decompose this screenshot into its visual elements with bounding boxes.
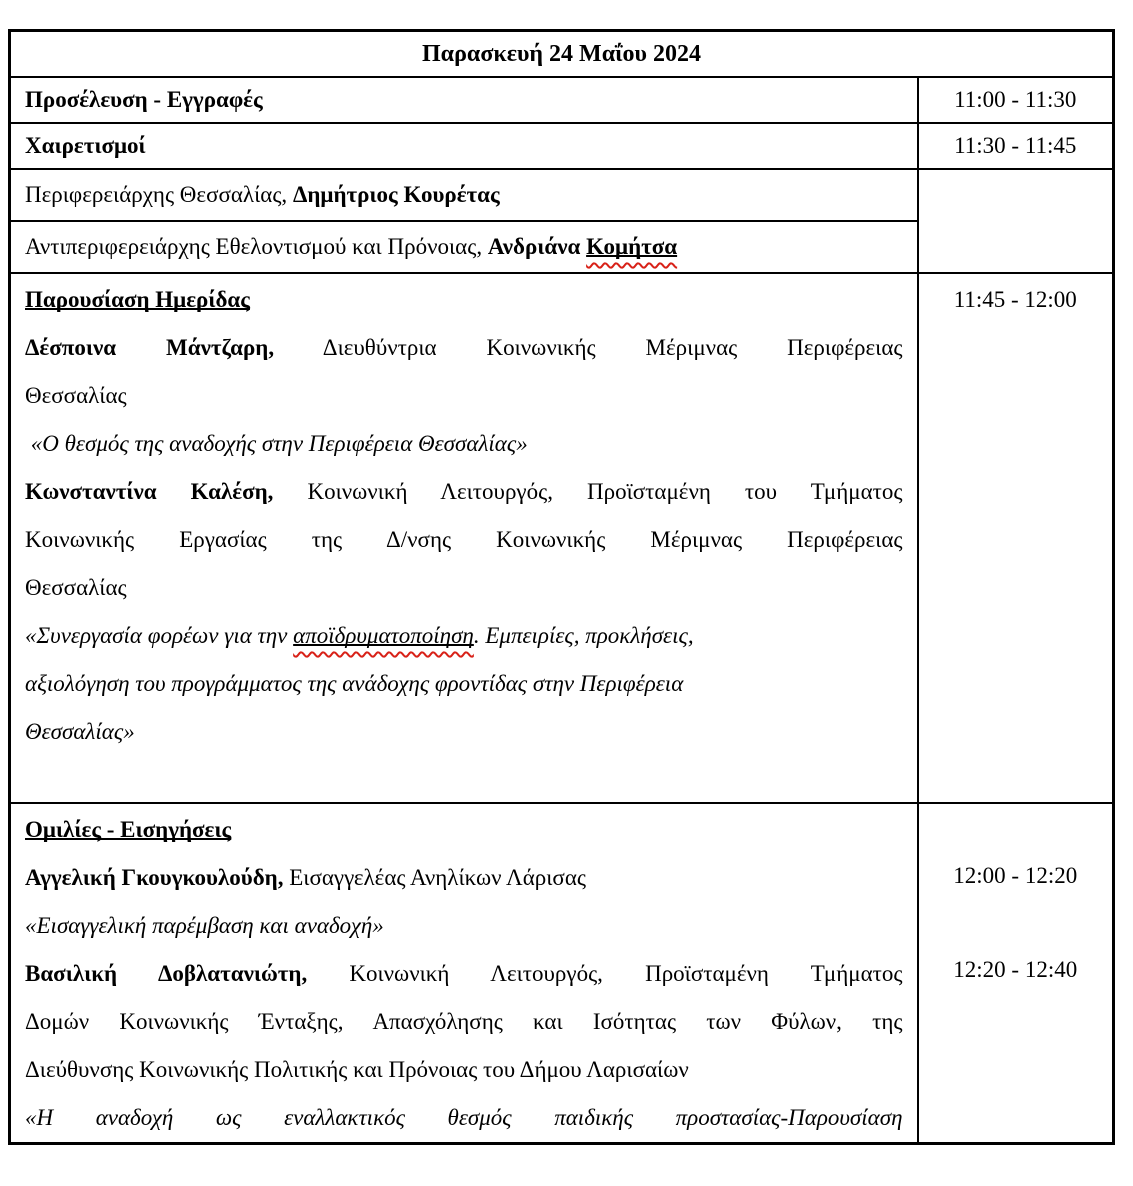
event-cell	[10, 77, 918, 123]
text-segment: Χαιρετισμοί	[25, 133, 146, 158]
text-segment: Δομών Κοινωνικής Ένταξης, Απασχόλησης και Ισότητας των Φύλων, της	[25, 1009, 903, 1034]
date-header-cell	[10, 31, 1114, 78]
text-segment: Διευθύντρια Κοινωνικής Μέριμνας Περιφέρειας	[274, 335, 903, 360]
misspelled-word: Κομήτσα	[586, 234, 678, 259]
text-segment: 12:20 - 12:40	[953, 957, 1078, 982]
text-segment	[293, 623, 474, 648]
text-segment: 12:00 - 12:20	[953, 863, 1078, 888]
text-segment: 11:00 - 11:30	[954, 87, 1077, 112]
text-segment: αξιολόγηση του προγράμματος της ανάδοχης φροντίδας στην Περιφέρεια	[25, 671, 684, 696]
text-line	[25, 83, 903, 117]
text-line	[25, 998, 903, 1046]
text-line	[25, 372, 903, 420]
event-cell	[10, 803, 918, 1144]
text-line	[25, 516, 903, 564]
text-line	[25, 1094, 903, 1142]
text-segment: Δημήτριος Κουρέτας	[292, 182, 500, 207]
time-value	[933, 276, 1099, 324]
text-line	[933, 806, 1099, 852]
date-header-row	[10, 31, 1114, 78]
text-segment: . Εμπειρίες, προκλήσεις,	[473, 623, 694, 648]
text-segment: Περιφερειάρχης Θεσσαλίας,	[25, 182, 293, 207]
text-segment: Κοινωνική Λειτουργός, Προϊσταμένη Τμήματος	[307, 961, 903, 986]
text-line	[25, 854, 903, 902]
time-value	[933, 83, 1099, 117]
time-cell-empty	[918, 169, 1114, 273]
time-value	[933, 129, 1099, 163]
text-line	[25, 564, 903, 612]
presentation-row	[10, 273, 1114, 803]
text-segment: Παρασκευή 24 Μαΐου 2024	[422, 41, 701, 67]
text-line	[25, 708, 903, 756]
text-line	[25, 660, 903, 708]
misspelled-word: αποϊδρυματοποίηση	[293, 623, 474, 648]
event-cell	[10, 273, 918, 803]
text-segment: Αντιπεριφερειάρχης Εθελοντισμού και Πρόνοιας,	[25, 234, 488, 259]
time-cell	[918, 123, 1114, 169]
text-segment: Διεύθυνσης Κοινωνικής Πολιτικής και Πρόνοιας του Δήμου Λαρισαίων	[25, 1057, 689, 1082]
time-cell	[918, 803, 1114, 1144]
text-segment: Εισαγγελέας Ανηλίκων Λάρισας	[283, 865, 586, 890]
schedule-body	[10, 31, 1114, 1144]
text-segment: Αγγελική Γκουγκουλούδη,	[25, 865, 284, 890]
time-value	[933, 852, 1099, 900]
greetings-row	[10, 123, 1114, 169]
section-heading	[25, 276, 903, 324]
text-line	[25, 612, 903, 660]
text-line	[25, 324, 903, 372]
event-cell	[10, 221, 918, 273]
text-segment: Ομιλίες - Εισηγήσεις	[25, 817, 232, 842]
text-line	[25, 129, 903, 163]
time-cell	[918, 273, 1114, 803]
text-segment	[586, 234, 677, 259]
text-line	[25, 230, 903, 264]
text-segment: «Ο θεσμός της αναδοχής στην Περιφέρεια Θεσσαλίας»	[25, 431, 528, 456]
event-cell	[10, 169, 918, 221]
text-line	[933, 900, 1099, 946]
governor-row	[10, 169, 1114, 221]
text-segment: «Συνεργασία φορέων για την	[25, 623, 294, 648]
text-line	[25, 468, 903, 516]
text-segment: Κωνσταντίνα Καλέση,	[25, 479, 274, 504]
text-segment: 11:30 - 11:45	[954, 133, 1077, 158]
schedule-table	[8, 29, 1115, 1145]
text-segment: Προσέλευση - Εγγραφές	[25, 87, 263, 112]
text-segment: Παρουσίαση Ημερίδας	[25, 287, 250, 312]
text-line	[25, 1046, 903, 1094]
text-segment: Θεσσαλίας	[25, 383, 127, 408]
text-segment: Θεσσαλίας	[25, 575, 127, 600]
date-title	[25, 37, 1098, 71]
event-cell	[10, 123, 918, 169]
text-segment: Κοινωνική Λειτουργός, Προϊσταμένη του Τμήματος	[273, 479, 903, 504]
text-segment: Κοινωνικής Εργασίας της Δ/νσης Κοινωνικής Μέριμνας Περιφέρειας	[25, 527, 903, 552]
section-heading	[25, 806, 903, 854]
text-segment: «Η αναδοχή ως εναλλακτικός θεσμός παιδικής προστασίας-Παρουσίαση	[25, 1105, 903, 1130]
text-segment: Δέσποινα Μάντζαρη,	[25, 335, 275, 360]
text-segment: Θεσσαλίας»	[25, 719, 135, 744]
text-segment: Ανδριάνα	[487, 234, 587, 259]
registration-row	[10, 77, 1114, 123]
text-segment: Βασιλική Δοβλατανιώτη,	[25, 961, 308, 986]
text-line	[25, 178, 903, 212]
text-line	[25, 950, 903, 998]
speeches-row	[10, 803, 1114, 1144]
time-value	[933, 946, 1099, 994]
text-line	[25, 756, 903, 802]
text-segment: 11:45 - 12:00	[953, 287, 1077, 312]
text-segment: «Εισαγγελική παρέμβαση και αναδοχή»	[25, 913, 384, 938]
text-line	[25, 420, 903, 468]
time-cell	[918, 77, 1114, 123]
text-line	[25, 902, 903, 950]
